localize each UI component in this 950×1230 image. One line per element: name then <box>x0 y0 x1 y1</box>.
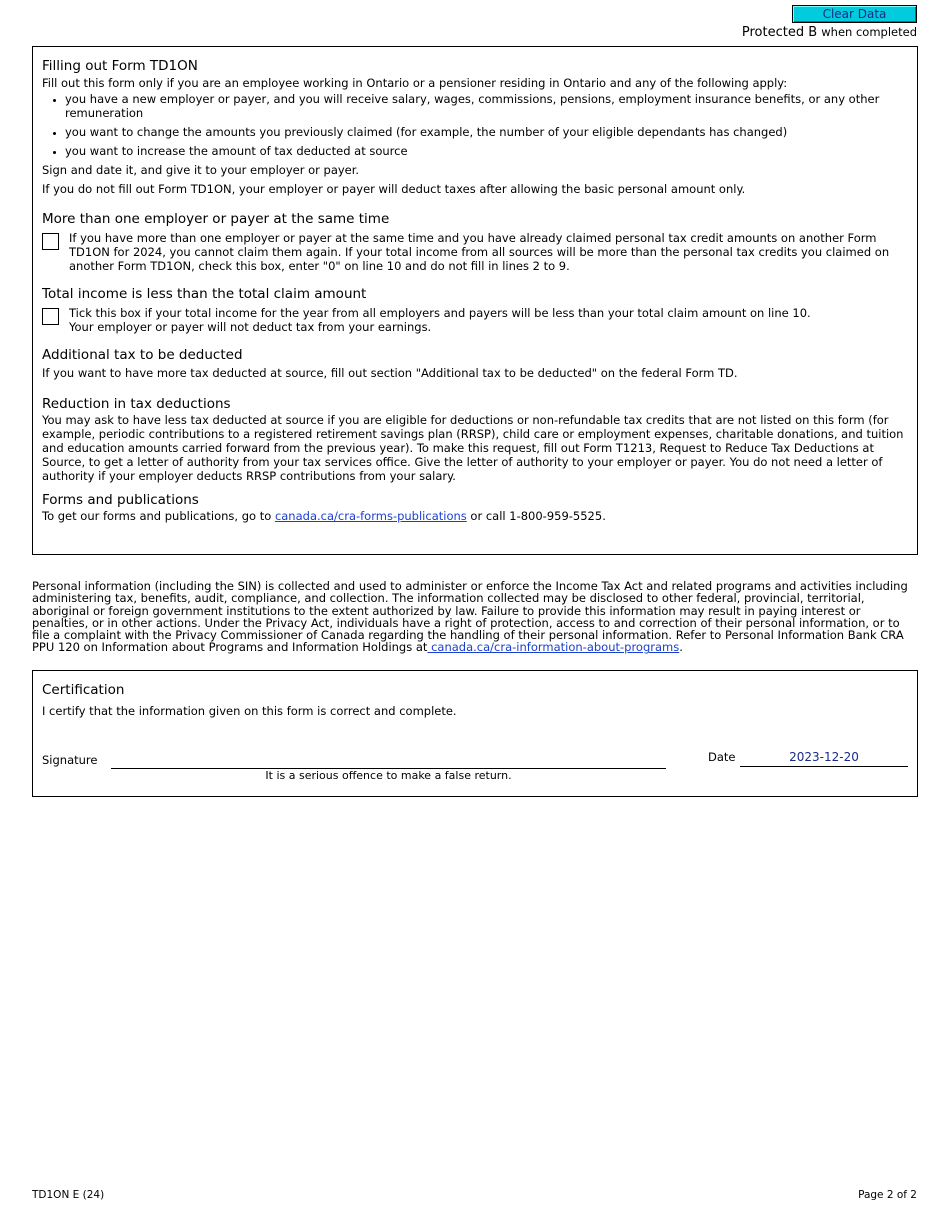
filling-intro: Fill out this form only if you are an employee working in Ontario or a pensioner residing in Ontario and any of the following apply: <box>42 76 788 90</box>
info-about-programs-link[interactable]: canada.ca/cra-information-about-programs <box>427 640 680 655</box>
total-income-line1: Tick this box if your total income for the year from all employers and payers will be less than your total claim amount on line 10. <box>69 306 811 320</box>
more-than-one-text: If you have more than one employer or payer at the same time and you have already claimed personal tax credit amounts on another Form TD1ON for 2024, you cannot claim them again. If your total income from all sources will be more than the personal tax credits you claimed on another Form TD1ON, check this box, enter "0" on line 10 and do not fill in lines 2 to 9. <box>69 231 890 273</box>
reduction-text: You may ask to have less tax deducted at source if you are eligible for deductions or non-refundable tax credits that are not listed on this form (for example, periodic contributions to a registered retirement savings plan (RRSP), child care or employment expenses, charitable donations, and tuition and education amounts carried forward from the previous year). To make this request, fill out Form T1213, Request to Reduce Tax Deductions at Source, to get a letter of authority from your tax services office. Give the letter of authority to your employer or payer. You do not need a letter of authority if your employer deducts RRSP contributions from your salary. <box>42 413 904 483</box>
forms-text-after: or call 1-800-959-5525. <box>466 509 606 523</box>
protected-b-label <box>742 25 917 40</box>
total-income-text <box>69 306 811 334</box>
forms-text <box>42 509 908 523</box>
signature-label: Signature <box>42 753 98 767</box>
filling-bullet-list <box>42 92 908 158</box>
list-item: • you want to increase the amount of tax deducted at source <box>65 144 908 158</box>
list-item: • you want to change the amounts you previously claimed (for example, the number of your eligible dependants has changed) <box>65 125 908 139</box>
certification-text: I certify that the information given on this form is correct and complete. <box>42 704 457 718</box>
additional-tax-text: If you want to have more tax deducted at source, fill out section "Additional tax to be deducted" on the federal Form TD. <box>42 366 738 380</box>
filling-title: Filling out Form TD1ON <box>42 58 198 74</box>
total-income-title: Total income is less than the total claim amount <box>42 286 367 302</box>
additional-tax-title: Additional tax to be deducted <box>42 347 243 363</box>
protected-text: Protected B <box>741 25 818 40</box>
privacy-end: . <box>679 640 683 655</box>
total-income-line2: Your employer or payer will not deduct tax from your earnings. <box>69 320 432 334</box>
information-box <box>32 46 918 555</box>
forms-publications-link[interactable]: canada.ca/cra-forms-publications <box>274 509 467 523</box>
false-return-note: It is a serious offence to make a false return. <box>265 769 512 782</box>
page-number: Page 2 of 2 <box>858 1189 917 1201</box>
forms-text-before: To get our forms and publications, go to <box>42 509 275 523</box>
clear-data-button[interactable]: Clear Data <box>792 5 917 23</box>
privacy-notice <box>32 580 918 654</box>
more-than-one-checkbox[interactable] <box>42 233 59 250</box>
basic-amount-note: If you do not fill out Form TD1ON, your employer or payer will deduct taxes after allowing the basic personal amount only. <box>42 182 746 196</box>
more-than-one-title: More than one employer or payer at the same time <box>42 211 390 227</box>
sign-instruction: Sign and date it, and give it to your employer or payer. <box>42 163 360 177</box>
list-item: • you have a new employer or payer, and you will receive salary, wages, commissions, pensions, employment insurance benefits, or any other remuneration <box>65 92 908 120</box>
reduction-title: Reduction in tax deductions <box>42 396 231 412</box>
certification-box <box>32 670 918 797</box>
protected-small-text: when completed <box>821 25 917 39</box>
certification-title: Certification <box>42 682 125 698</box>
total-income-checkbox[interactable] <box>42 308 59 325</box>
forms-title: Forms and publications <box>42 492 199 508</box>
date-label: Date <box>708 750 736 764</box>
date-field[interactable] <box>740 747 908 767</box>
form-code: TD1ON E (24) <box>32 1189 105 1201</box>
privacy-text: Personal information (including the SIN) is collected and used to administer or enforce the Income Tax Act and related programs and activities including administering tax, benefits, audit, compliance, and collection. The information collected may be disclosed to other federal, provincial, territorial, aboriginal or foreign government institutions to the extent authorized by law. Failure to provide this information may result in paying interest or penalties, or in other actions. Under the Privacy Act, individuals have a right of protection, access to and correction of their personal information, or to file a complaint with the Privacy Commissioner of Canada regarding the handling of their personal information. Refer to Personal Information Bank CRA PPU 120 on Information about Programs and Information Holdings at <box>32 579 908 655</box>
